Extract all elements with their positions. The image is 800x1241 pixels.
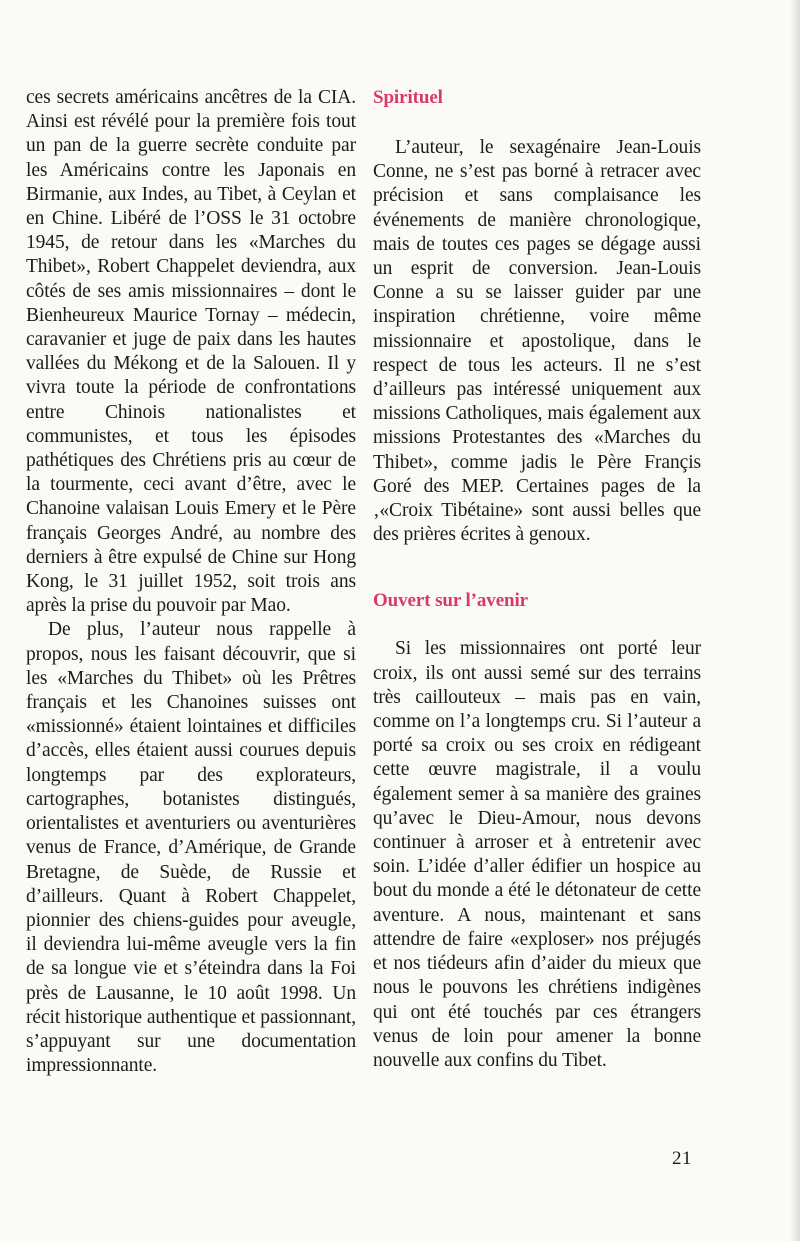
left-column [26, 86, 356, 1078]
paragraph-spirituel: L’auteur, le sexagénaire Jean-Louis Conne, ne s’est pas borné à retracer avec précision et sans complaisance les événements de manière chronologique, mais de toutes ces pages se dégage aussi un esprit de conversion. Jean-Louis Conne a su se laisser guider par une inspiration chrétienne, voire même missionnaire et apostolique, dans le respect de tous les acteurs. Il ne s’est d’ailleurs pas intéressé uniquement aux missions Catholiques, mais également aux missions Protestantes des «Marches du Thibet», comme jadis le Père Françis Goré des MEP. Certaines pages de la ‚«Croix Tibétaine» sont aussi belles que des prières écrites à genoux. [373, 137, 701, 546]
paragraph-continued: ces secrets américains ancêtres de la CIA. Ainsi est révélé pour la première fois tout un pan de la guerre secrète conduite par les Américains contre les Japonais en Birmanie, aux Indes, au Tibet, à Ceylan et en Chine. Libéré de l’OSS le 31 octobre 1945, de retour dans les «Marches du Thibet», Robert Chappelet deviendra, aux côtés de ses amis missionnaires – dont le Bienheureux Maurice Tornay – médecin, caravanier et juge de paix dans les hautes vallées du Mékong et de la Salouen. Il y vivra toute la période de confrontations entre Chinois nationalistes et communistes, et tous les épisodes pathétiques des Chrétiens pris au cœur de la tourmente, ceci avant d’être, avec le Chanoine valaisan Louis Emery et le Père français Georges André, au nombre des derniers à être expulsé de Chine sur Hong Kong, le 31 juillet 1952, soit trois ans après la prise du pouvoir par Mao. [26, 87, 356, 617]
paragraph-ouvert: Si les missionnaires ont porté leur croix, ils ont aussi semé sur des terrains très caillouteux – mais pas en vain, comme on l’a longtemps cru. Si l’auteur a porté sa croix ou ses croix en rédigeant cette œuvre magistrale, il a voulu également semer à sa manière des graines qu’avec le Dieu-Amour, nous devons continuer à arroser et à entretenir avec soin. L’idée d’aller édifier un hospice au bout du monde a été le détonateur de cette aventure. A nous, maintenant et sans attendre de faire «exploser» nos préjugés et nos tiédeurs afin d’aider du mieux que nous le pouvons les chrétiens indigènes qui ont été touchés par ces étrangers venus de loin pour amener la bonne nouvelle aux confins du Tibet. [373, 638, 701, 1071]
right-column [373, 86, 701, 1073]
section-heading-spirituel: Spirituel [373, 87, 443, 108]
page-number: 21 [672, 1148, 692, 1169]
section-heading-ouvert: Ouvert sur l’avenir [373, 590, 529, 612]
paragraph-de-plus: De plus, l’auteur nous rappelle à propos, nous les faisant découvrir, que si les «Marches du Thibet» où les Prêtres français et les Chanoines suisses ont «missionné» étaient lointaines et difficiles d’accès, elles étaient aussi courues depuis longtemps par des explorateurs, cartographes, botanistes distingués, orientalistes et aventuriers ou aventurières venus de France, d’Amérique, de Grande Bretagne, de Suède, de Russie et d’ailleurs. Quant à Robert Chappelet, pionnier des chiens-guides pour aveugle, il deviendra lui-même aveugle vers la fin de sa longue vie et s’éteindra dans la Foi près de Lausanne, le 10 août 1998. Un récit historique authentique et passionnant, s’appuyant sur une documentation impressionnante. [26, 619, 356, 1077]
page-edge-shadow [790, 0, 800, 1241]
